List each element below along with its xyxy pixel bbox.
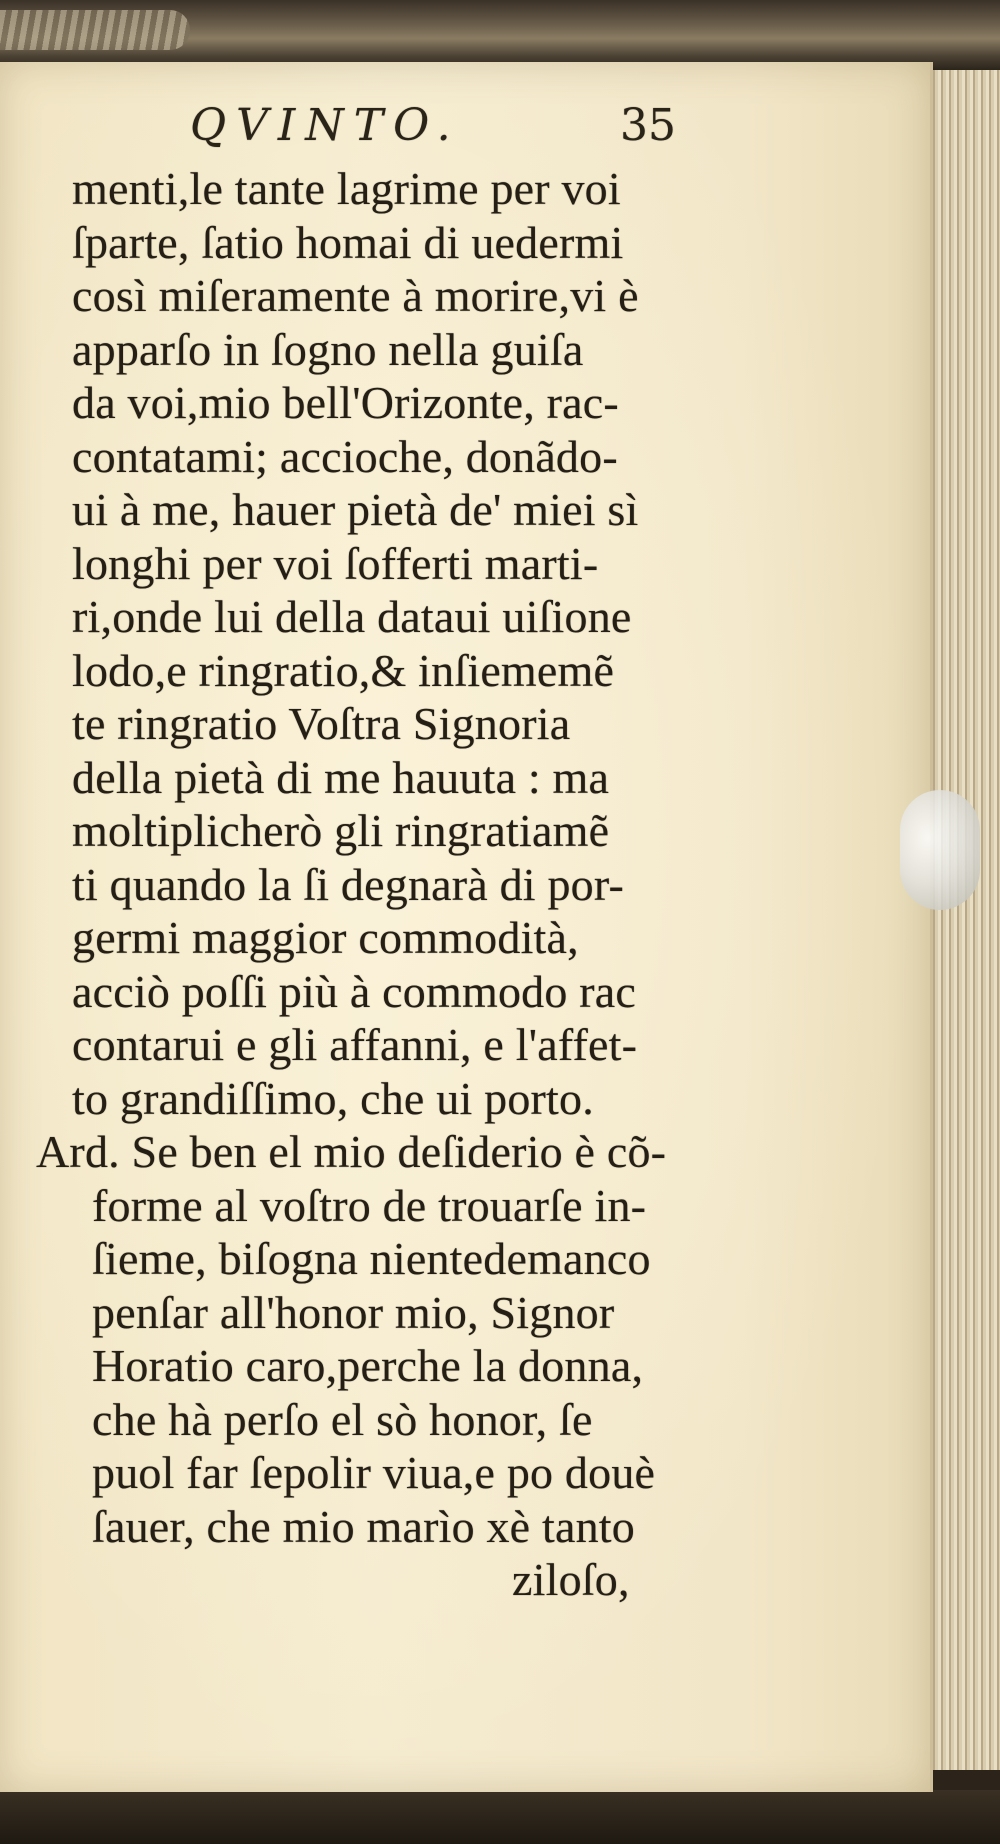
page-number: 35 xyxy=(620,100,676,151)
text-line: contatami; accioche, donãdo- xyxy=(72,430,618,482)
text-line: te ringratio Voſtra Signoria xyxy=(72,698,571,749)
running-head xyxy=(190,100,710,170)
book-binding-top xyxy=(0,0,1000,70)
text-line: to grandiſſimo, che ui porto. xyxy=(72,1072,594,1124)
binding-thread xyxy=(0,10,190,50)
text-line: acciò poſſi più à commodo rac xyxy=(72,965,636,1017)
body-text xyxy=(36,162,752,1607)
text-line: menti,le tante lagrime per voi xyxy=(72,163,621,214)
text-line: ui à me, hauer pietà de' miei sì xyxy=(72,484,639,535)
text-line: ſauer, che mio marìo xè tanto xyxy=(92,1500,635,1552)
text-line: forme al voſtro de trouarſe in- xyxy=(92,1179,647,1231)
speaker-line: Ard. Se ben el mio deſiderio è cõ- xyxy=(36,1126,667,1177)
catchword: ziloſo, xyxy=(512,1554,630,1605)
text-line: ſparte, ſatio homai di uedermi xyxy=(72,216,624,268)
text-line: lodo,e ringratio,& inſiememẽ xyxy=(72,644,615,696)
text-line: penſar all'honor mio, Signor xyxy=(92,1286,615,1338)
text-line: ſieme, biſogna nientedemanco xyxy=(92,1233,651,1284)
text-line: contarui e gli affanni, e l'affet- xyxy=(72,1019,638,1070)
text-line: apparſo in ſogno nella guiſa xyxy=(72,323,584,375)
text-line: moltiplicherò gli ringratiamẽ xyxy=(72,805,610,856)
text-line: così miſeramente à morire,vi è xyxy=(72,270,639,321)
text-line: Horatio caro,perche la donna, xyxy=(92,1340,644,1391)
text-line: germi maggior commodità, xyxy=(72,912,579,963)
book-page xyxy=(0,62,933,1792)
running-head-title: QVINTO. xyxy=(190,100,461,151)
text-line: che hà perſo el sò honor, ſe xyxy=(92,1393,593,1445)
text-line: da voi,mio bell'Orizonte, rac- xyxy=(72,377,619,428)
text-line: della pietà di me hauuta : ma xyxy=(72,751,610,803)
page-clip xyxy=(900,790,980,910)
book-binding-bottom xyxy=(0,1790,1000,1844)
text-line: longhi per voi ſofferti marti- xyxy=(72,537,599,589)
text-line: ti quando la ſi degnarà di por- xyxy=(72,858,625,910)
text-line: puol far ſepolir viua,e po douè xyxy=(92,1447,656,1498)
text-line: ri,onde lui della dataui uiſione xyxy=(72,591,632,642)
